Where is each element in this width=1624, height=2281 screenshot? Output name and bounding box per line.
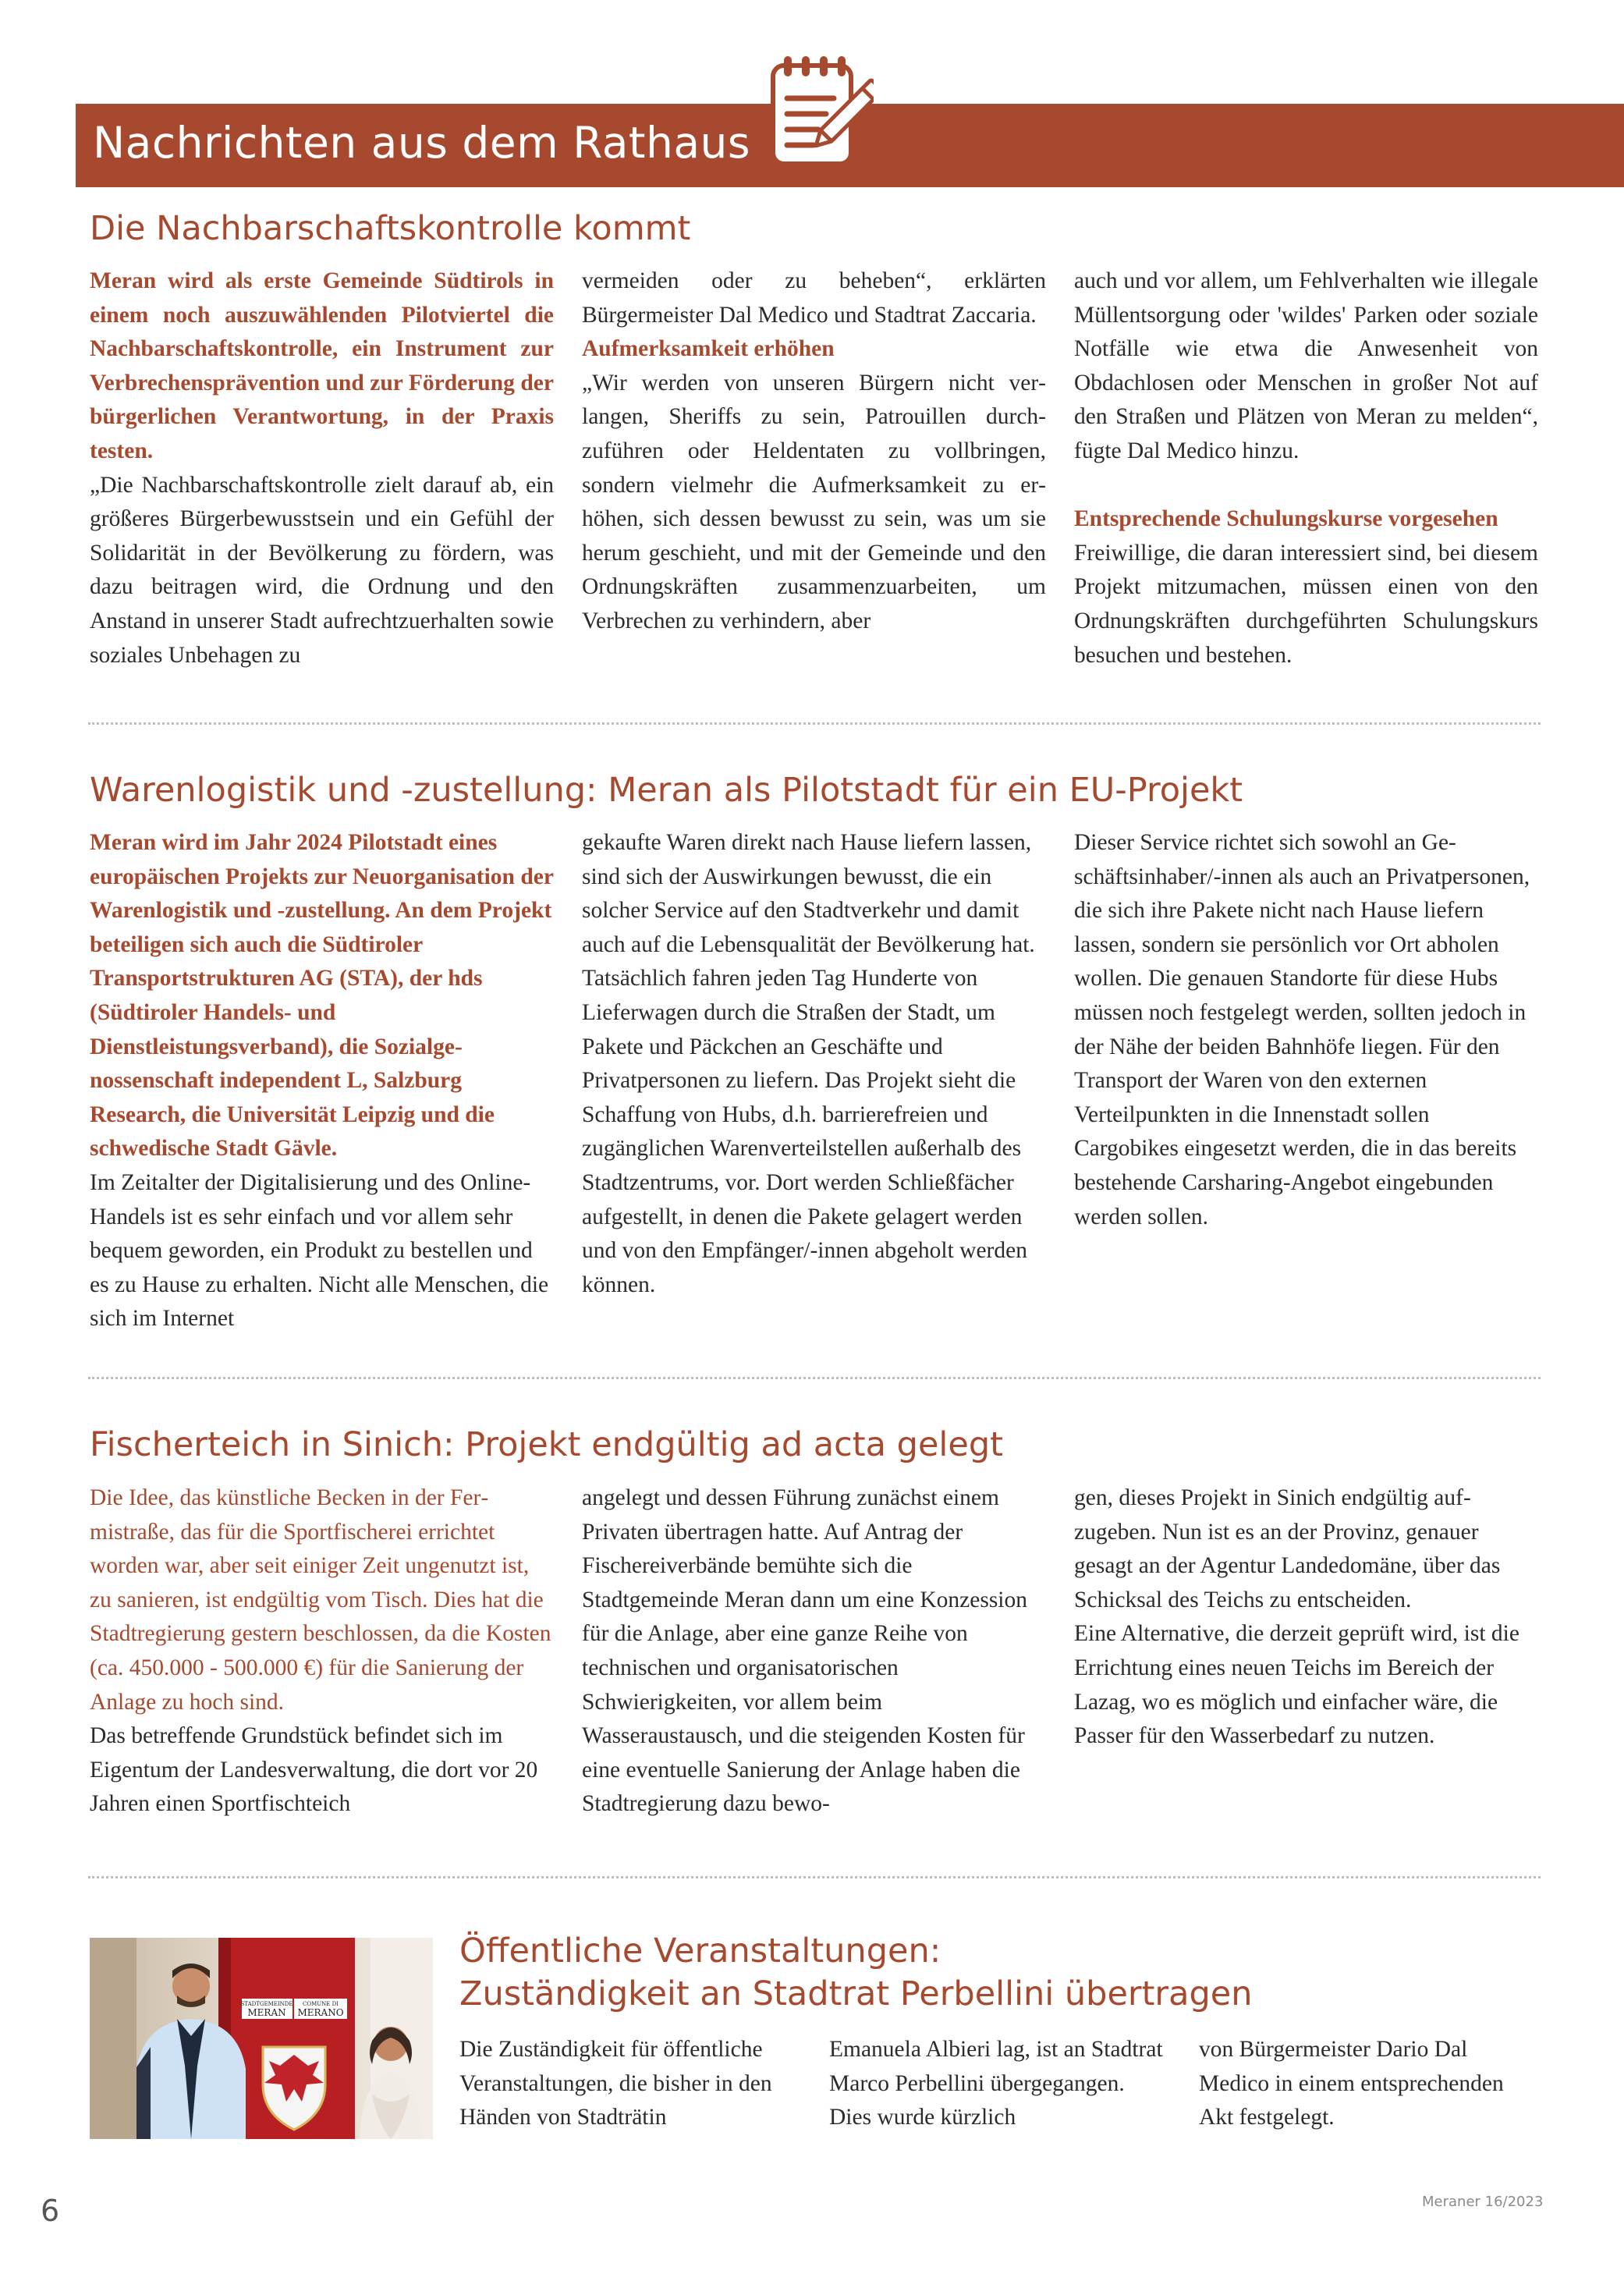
article3-body-3b: Eine Alternative, die derzeit geprüft wird, ist die Errichtung eines neuen Teichs im Bereich der Lazag, wo es möglich und einfacher wäre, die Passer für den Wasserbedarf zu nutzen. xyxy=(1074,1621,1519,1749)
article2-body-2: gekaufte Waren direkt nach Hause liefern lassen, sind sich der Auswirkungen bewusst, die ein solcher Service auf den Stadtverkehr und damit auch auf die Lebensqualität der Bevölkerung hat. Tatsächlich fahren jeden Tag Hunderte von Lieferwagen durch die Straßen der Stadt, um Pakete und Päckchen an Geschäfte und Privatpersonen zu liefern. Das Projekt sieht die Schaffung von Hubs, d.h. barrierefreien und zugänglichen Warenverteilstellen außerhalb des Stadtzentrums, vor. Dort werden Schließfächer aufgestellt, in denen die Pakete gelagert werden und von den Empfänger/-innen abgeholt werden können. xyxy=(582,830,1035,1297)
article3-column-2 xyxy=(582,1481,1046,1822)
article4-column-3 xyxy=(1199,2033,1534,2135)
notepad-pencil-icon xyxy=(768,53,874,170)
article4-column-1 xyxy=(459,2033,795,2135)
article1-column-2 xyxy=(582,264,1046,639)
article3-column-1 xyxy=(90,1481,554,1822)
article2-body-3: Dieser Service richtet sich sowohl an Geschäftsinhaber/-innen als auch an Privatpersonen, die sich ihre Pakete nicht nach Hause liefern lassen, sondern sie persönlich vor Ort abholen wollen. Die genauen Standorte für diese Hubs müssen noch festgelegt werden, sollten jedoch in der Nähe der beiden Bahnhöfe liegen. Für den Transport der Waren von den externen Verteilpunkten in die Innenstadt sollen Cargobikes eingesetzt werden, die in das bereits bestehende Carsharing-Angebot eingebunden werden sollen. xyxy=(1074,830,1530,1229)
article1-headline: Die Nachbarschaftskontrolle kommt xyxy=(90,209,691,248)
article1-body-2a: vermeiden oder zu beheben“, erklärten Bürgermeister Dal Medico und Stadtrat Zaccaria. xyxy=(582,268,1046,328)
article4-body-1: Die Zuständigkeit für öffentliche Veranstaltungen, die bisher in den Händen von Stadträtin xyxy=(459,2037,772,2130)
article2-column-3 xyxy=(1074,826,1538,1234)
article4-headline-line-2: Zuständigkeit an Stadtrat Perbellini übertragen xyxy=(459,1974,1253,2013)
article1-body-2b: „Wir werden von unseren Bürgern nicht verlangen, Sheriffs zu sein, Patrouillen durchzuführen oder Heldentaten zu vollbringen, sondern vielmehr die Aufmerksamkeit zu erhöhen, sich dessen bewusst zu sein, was um sie herum geschieht, und mit der Gemeinde und den Ordnungskräften zusammenzuarbeiten, um Verbrechen zu verhindern, aber xyxy=(582,370,1046,633)
article1-subheading-1: Aufmerksamkeit erhöhen xyxy=(582,336,835,362)
article1-body-3a: auch und vor allem, um Fehlverhalten wie illegale Müllentsorgung oder 'wildes' Parken oder soziale Notfälle wie etwa die Anwesenheit von Obdachlosen oder Menschen in großer Not auf den Straßen und Plätzen von Meran zu melden“, fügte Dal Medico hinzu. xyxy=(1074,268,1538,463)
photo-banner-right-top: COMUNE DI xyxy=(303,2001,339,2007)
photo-banner-right-bottom: MERANO xyxy=(297,2007,344,2018)
photo-banner-left-top: STADTGEMEINDE xyxy=(240,2001,293,2007)
article4-body-3: von Bürgermeister Dario Dal Medico in einem entsprechenden Akt festgelegt. xyxy=(1199,2037,1504,2130)
article1-body-3b: Freiwillige, die daran interessiert sind, bei diesem Projekt mitzumachen, müssen einen von den Ordnungskräften durchgeführten Schulungskurs besuchen und bestehen. xyxy=(1074,540,1538,668)
photo-banner-left-bottom: MERAN xyxy=(247,2007,286,2018)
page-number: 6 xyxy=(41,2194,60,2228)
article1-subheading-2: Entsprechende Schulungskurse vorgesehen xyxy=(1074,506,1498,532)
issue-label: Meraner 16/2023 xyxy=(1422,2194,1544,2210)
article1-column-1 xyxy=(90,264,554,672)
section-divider xyxy=(88,1377,1541,1379)
article3-body-1: Das betreffende Grundstück befindet sich im Eigentum der Landesverwaltung, die dort vor 20 Jahren einen Sportfischteich xyxy=(90,1723,538,1817)
article3-body-3a: gen, dieses Projekt in Sinich endgültig aufzugeben. Nun ist es an der Provinz, genauer gesagt an der Agentur Landedomäne, über das Schicksal des Teichs zu entscheiden. xyxy=(1074,1485,1501,1612)
article3-headline: Fischerteich in Sinich: Projekt endgültig ad acta gelegt xyxy=(90,1425,1003,1464)
article4-photo xyxy=(90,1938,433,2139)
article1-body-1: „Die Nachbarschaftskontrolle zielt darauf ab, ein größeres Bürgerbewusstsein und ein Gefühl der Solidarität in der Bevölkerung zu fördern, was dazu beitragen wird, die Ordnung und den Anstand in unserer Stadt aufrechtzuerhalten sowie soziales Unbehagen zu xyxy=(90,472,554,668)
section-divider xyxy=(88,722,1541,725)
article4-body-2: Emanuela Albieri lag, ist an Stadtrat Marco Perbellini übergegangen. Dies wurde kürzlich xyxy=(829,2037,1163,2130)
article1-lead: Meran wird als erste Gemeinde Südtirols in einem noch auszuwählenden Pilotviertel die Nachbarschaftskontrolle, ein Instrument zur Verbrechensprävention und zur Förderung der bürgerlichen Verantwortung, in der Praxis testen. xyxy=(90,268,554,463)
article2-body-1: Im Zeitalter der Digitalisierung und des Online-Handels ist es sehr einfach und vor allem sehr bequem geworden, ein Produkt zu bestellen und es zu Hause zu erhalten. Nicht alle Menschen, die sich im Internet xyxy=(90,1169,549,1332)
section-title: Nachrichten aus dem Rathaus xyxy=(93,118,751,168)
article3-body-2: angelegt und dessen Führung zunächst einem Privaten übertragen hatte. Auf Antrag der Fischereiverbände bemühte sich die Stadtgemeinde Meran dann um eine Konzession für die Anlage, aber eine ganze Reihe von technischen und organisatorischen Schwierigkeiten, vor allem beim Wasseraustausch, und die steigenden Kosten für eine eventuelle Sanierung der Anlage haben die Stadtregierung dazu bewo- xyxy=(582,1485,1028,1817)
article4-headline-line-1: Öffentliche Veranstaltungen: xyxy=(459,1932,941,1971)
article3-lead: Die Idee, das künstliche Becken in der Fermistraße, das für die Sportfischerei errichtet worden war, aber seit einiger Zeit ungenutzt ist, zu sanieren, ist endgültig vom Tisch. Dies hat die Stadtregierung gestern beschlossen, da die Kosten (ca. 450.000 - 500.000 €) für die Sanierung der Anlage zu hoch sind. xyxy=(90,1485,551,1715)
article4-column-2 xyxy=(829,2033,1165,2135)
section-divider xyxy=(88,1876,1541,1878)
article2-lead: Meran wird im Jahr 2024 Pilotstadt eines europäischen Projekts zur Neuorganisation der Warenlogistik und -zustellung. An dem Projekt beteiligen sich auch die Südtiroler Transportstrukturen AG (STA), der hds (Südtiroler Handels- und Dienstleistungsverband), die Sozialgenossenschaft independent L, Salzburg Research, die Universität Leipzig und die schwedische Stadt Gävle. xyxy=(90,830,554,1162)
article3-column-3 xyxy=(1074,1481,1538,1754)
article2-column-2 xyxy=(582,826,1046,1302)
article1-column-3 xyxy=(1074,264,1538,672)
article2-column-1 xyxy=(90,826,554,1336)
article2-headline: Warenlogistik und -zustellung: Meran als Pilotstadt für ein EU-Projekt xyxy=(90,771,1243,810)
